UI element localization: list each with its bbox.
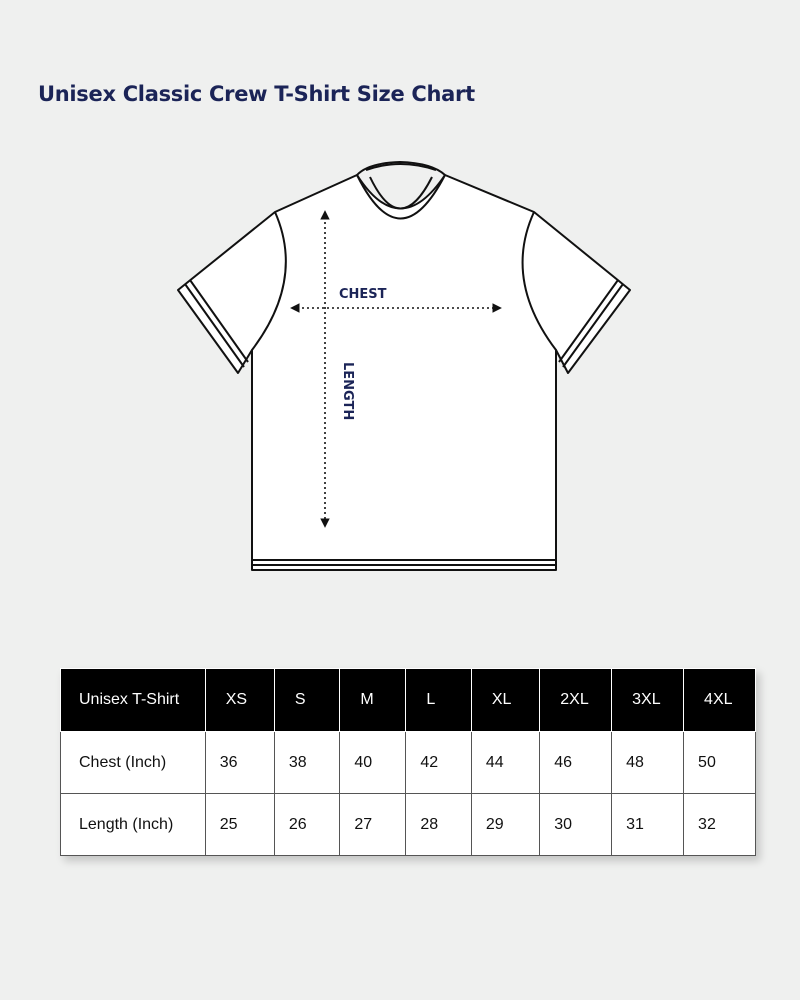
size-header: L xyxy=(406,669,471,732)
table-row xyxy=(61,732,756,794)
length-label: LENGTH xyxy=(340,362,355,421)
size-header: 3XL xyxy=(612,669,684,732)
table-cell: 26 xyxy=(274,794,339,856)
chest-label: CHEST xyxy=(339,287,387,302)
table-row xyxy=(61,794,756,856)
table-cell: 36 xyxy=(205,732,274,794)
table-cell: 40 xyxy=(340,732,406,794)
table-cell: 50 xyxy=(684,732,756,794)
table-cell: 29 xyxy=(471,794,539,856)
header-label: Unisex T-Shirt xyxy=(61,669,206,732)
table-cell: 48 xyxy=(612,732,684,794)
size-header: XL xyxy=(471,669,539,732)
table-cell: 27 xyxy=(340,794,406,856)
table-cell: 44 xyxy=(471,732,539,794)
size-header: XS xyxy=(205,669,274,732)
size-header: S xyxy=(274,669,339,732)
table-cell: 28 xyxy=(406,794,471,856)
row-label: Length (Inch) xyxy=(61,794,206,856)
table-cell: 32 xyxy=(684,794,756,856)
size-header: M xyxy=(340,669,406,732)
table-cell: 42 xyxy=(406,732,471,794)
table-cell: 25 xyxy=(205,794,274,856)
row-label: Chest (Inch) xyxy=(61,732,206,794)
table-cell: 30 xyxy=(540,794,612,856)
size-header: 2XL xyxy=(540,669,612,732)
table-header-row xyxy=(61,669,756,732)
tshirt-outline xyxy=(178,162,630,570)
table-cell: 46 xyxy=(540,732,612,794)
table-cell: 38 xyxy=(274,732,339,794)
page-title: Unisex Classic Crew T-Shirt Size Chart xyxy=(38,82,475,106)
size-table xyxy=(60,668,756,856)
table-cell: 31 xyxy=(612,794,684,856)
size-header: 4XL xyxy=(684,669,756,732)
